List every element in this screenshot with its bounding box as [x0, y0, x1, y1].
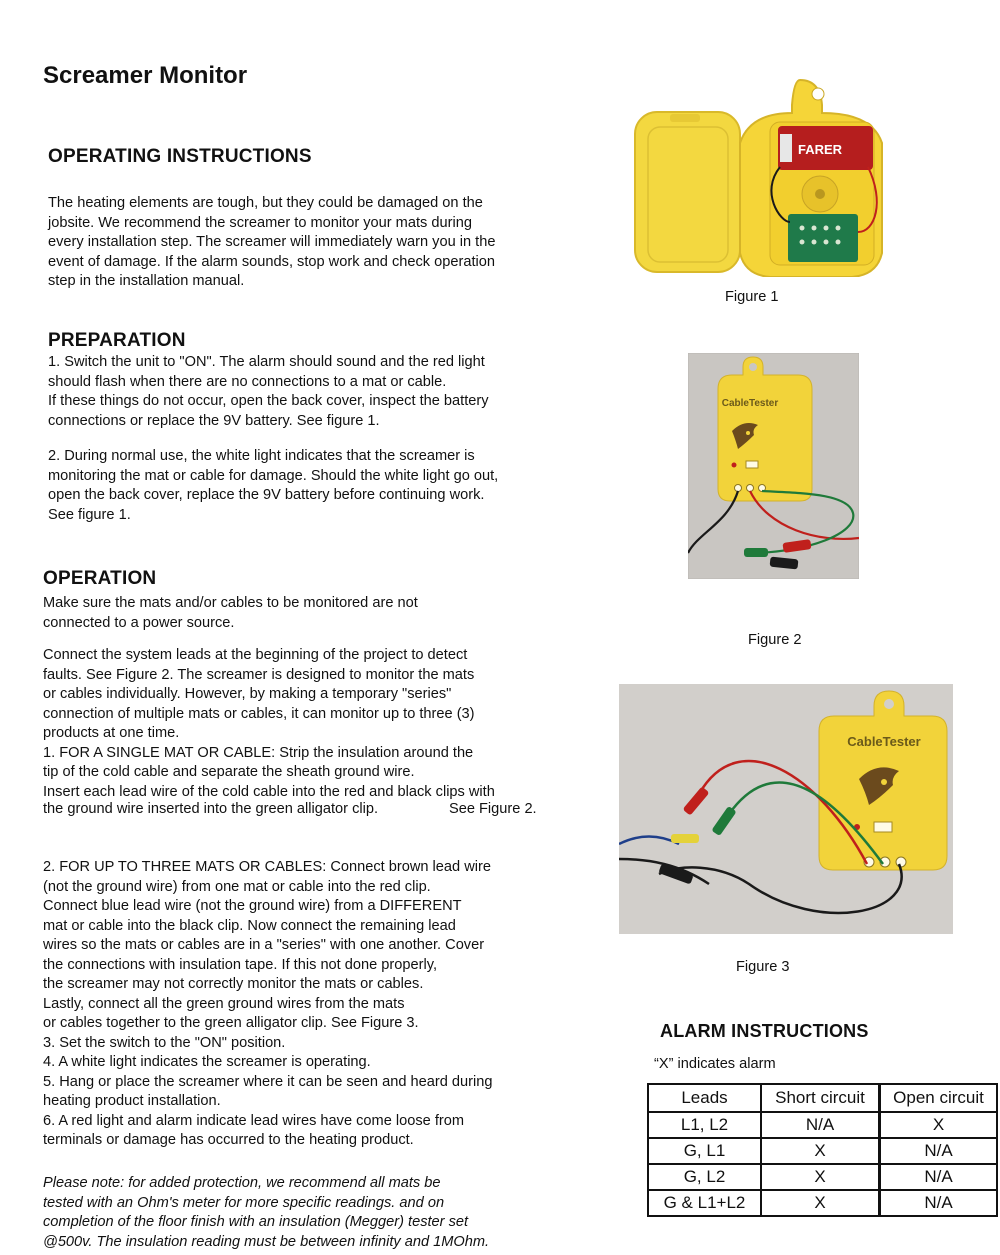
operation-connect: Connect the system leads at the beginning of the project to detect faults. See Figure 2. The screamer is designed to monitor the mats or cables individually. However, by making a temporary "series" connection of multiple mats or cables, it can monitor up to three (3) products at one time. 1. FOR A SINGLE MAT OR CABLE: Strip the insulation around the tip of the cold cable and separate the sheath ground wire. Insert each lead wire of the cold cable into the red and black clips with: [43, 647, 495, 800]
table-row: [648, 1138, 997, 1164]
table-row: [648, 1112, 997, 1138]
cell-short: N/A: [761, 1112, 880, 1138]
cell-short: X: [761, 1138, 880, 1164]
header-open-circuit: Open circuit: [880, 1084, 998, 1112]
table-row: [648, 1190, 997, 1216]
preparation-heading: PREPARATION: [48, 330, 186, 351]
alarm-table: [647, 1083, 998, 1217]
cell-leads: G, L2: [648, 1164, 761, 1190]
operating-body: The heating elements are tough, but they could be damaged on the jobsite. We recommend the screamer to monitor your mats during every installation step. The screamer will immediately warn you in the event of damage. If the alarm sounds, stop work and check operation step in the installation manual.: [48, 195, 496, 289]
cell-open: N/A: [880, 1190, 998, 1216]
alarm-legend: “X” indicates alarm: [654, 1056, 776, 1072]
preparation-step-1: 1. Switch the unit to "ON". The alarm should sound and the red light should flash when there are no connections to a mat or cable. If these things do not occur, open the back cover, inspect the battery connections or replace the 9V battery. See figure 1.: [48, 354, 489, 429]
cell-leads: G & L1+L2: [648, 1190, 761, 1216]
figure-3-caption: Figure 3: [736, 959, 790, 975]
figure-3-device-label: CableTester: [847, 734, 921, 749]
cell-open: N/A: [880, 1164, 998, 1190]
cell-leads: G, L1: [648, 1138, 761, 1164]
operation-note: Please note: for added protection, we recommend all mats be tested with an Ohm's meter for more specific readings. and on completion of the floor finish with an insulation (Megger) tester set @500v. The insulation reading must be between infinity and 1MOhm.: [43, 1175, 490, 1250]
operation-three-mats: 2. FOR UP TO THREE MATS OR CABLES: Connect brown lead wire (not the ground wire) from one mat or cable into the red clip. Connect blue lead wire (not the ground wire) from a DIFFERENT mat or cable into the black clip. Now connect the remaining lead wires so the mats or cables are in a "series" with one another. Cover the connections with insulation tape. If this not done properly, the screamer may not correctly monitor the mats or cables. Lastly, connect all the green ground wires from the mats or cables together to the green alligator clip. See Figure 3. 3. Set the switch to the "ON" position. 4. A white light indicates the screamer is operating. 5. Hang or place the screamer where it can be seen and heard during heating product installation. 6. A red light and alarm indicate lead wires have come loose from terminals or damage has occurred to the heating product.: [43, 859, 493, 1148]
cell-short: X: [761, 1164, 880, 1190]
figure-1-caption: Figure 1: [725, 289, 779, 305]
operation-figure-2-ref: See Figure 2.: [449, 801, 537, 817]
page-title: Screamer Monitor: [43, 62, 248, 89]
alarm-table-header-row: [648, 1084, 997, 1112]
figure-1-battery-label: FARER: [797, 142, 843, 157]
figure-2-device-label: CableTester: [721, 398, 779, 409]
operation-intro: Make sure the mats and/or cables to be monitored are not connected to a power source.: [43, 595, 418, 631]
header-short-circuit: Short circuit: [761, 1084, 880, 1112]
cell-open: N/A: [880, 1138, 998, 1164]
operation-connect-last: the ground wire inserted into the green alligator clip.: [43, 801, 379, 817]
preparation-step-2: 2. During normal use, the white light indicates that the screamer is monitoring the mat or cable for damage. Should the white light go out, open the back cover, replace the 9V battery before continuing work. See figure 1.: [48, 448, 499, 523]
figure-1-image: [630, 72, 890, 277]
operation-heading: OPERATION: [43, 568, 157, 589]
cell-short: X: [761, 1190, 880, 1216]
cell-open: X: [880, 1112, 998, 1138]
table-row: [648, 1164, 997, 1190]
figure-3-image: [619, 684, 953, 934]
cell-leads: L1, L2: [648, 1112, 761, 1138]
alarm-heading: ALARM INSTRUCTIONS: [660, 1021, 869, 1041]
header-leads: Leads: [648, 1084, 761, 1112]
figure-2-caption: Figure 2: [748, 632, 802, 648]
operating-heading: OPERATING INSTRUCTIONS: [48, 146, 312, 167]
figure-2-image: [688, 353, 859, 579]
